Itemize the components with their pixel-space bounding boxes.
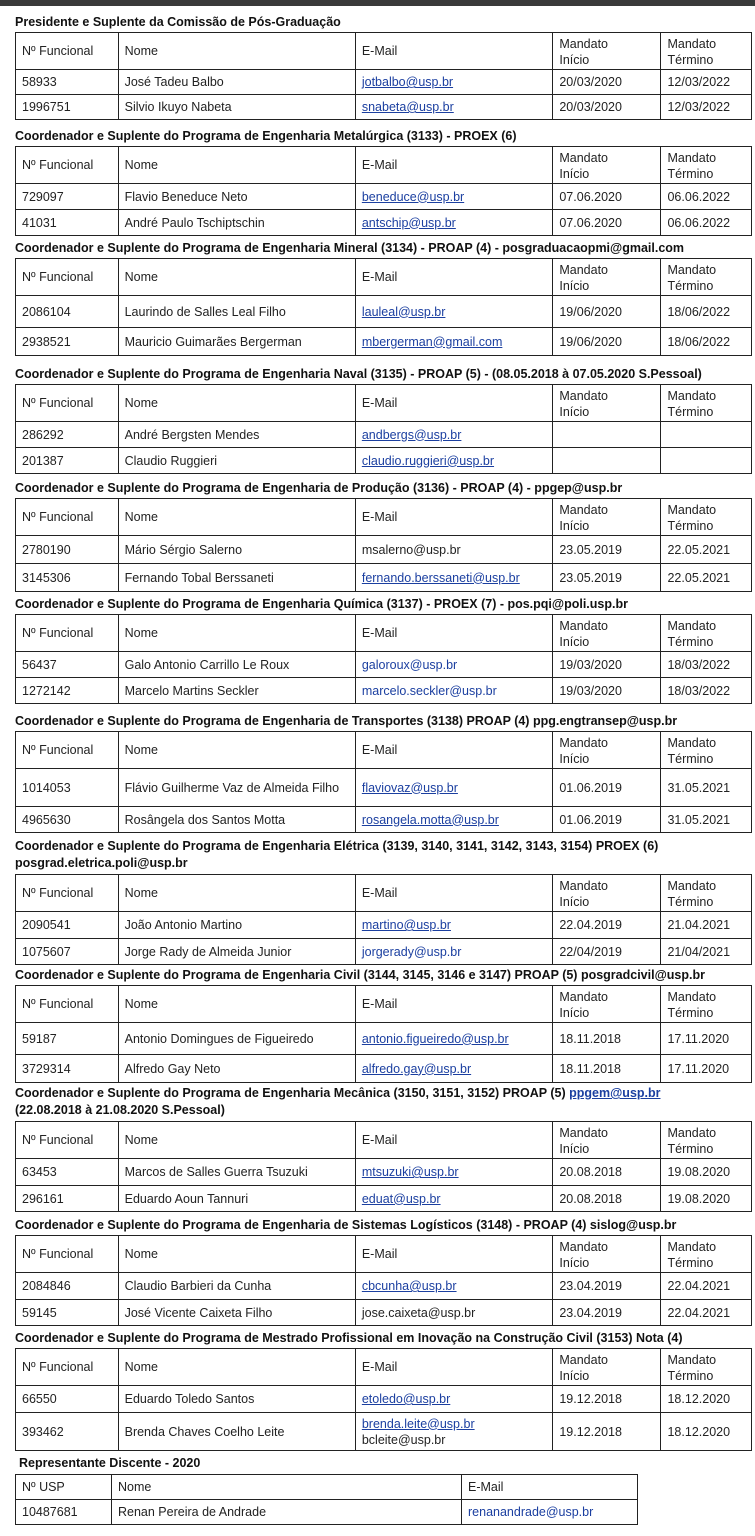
section-subtitle: (22.08.2018 à 21.08.2020 S.Pessoal) — [15, 1103, 225, 1117]
table-row — [16, 1500, 638, 1525]
top-border — [0, 0, 755, 6]
header-mandato-inicio: Mandato Início — [553, 259, 661, 296]
header-mandato-termino: Mandato Término — [661, 33, 752, 70]
table-row — [16, 769, 752, 807]
email-cell — [355, 210, 553, 236]
funcional-number: 56437 — [16, 652, 119, 678]
email-cell — [355, 1186, 553, 1212]
header-mandato-termino: Mandato Término — [661, 732, 752, 769]
mandate-start: 19/06/2020 — [553, 296, 661, 328]
representante-title: Representante Discente - 2020 — [19, 1456, 201, 1470]
email-cell — [355, 536, 553, 564]
members-table — [15, 614, 752, 704]
funcional-number: 729097 — [16, 184, 119, 210]
table-row — [16, 1300, 752, 1326]
header-funcional: Nº Funcional — [16, 986, 119, 1023]
section-title: Coordenador e Suplente do Programa de Engenharia Naval (3135) - PROAP (5) - (08.05.2018 à 07.05.2020 S.Pessoal) — [15, 367, 702, 381]
email-cell — [355, 1413, 553, 1451]
header-funcional: Nº Funcional — [16, 499, 119, 536]
mandate-start: 23.05.2019 — [553, 564, 661, 592]
member-name: Laurindo de Salles Leal Filho — [118, 296, 355, 328]
email-link[interactable]: alfredo.gay@usp.br — [361, 1061, 472, 1076]
email-link[interactable]: fernando.berssaneti@usp.br — [361, 570, 520, 585]
mandate-start: 07.06.2020 — [553, 184, 661, 210]
mandate-start: 22.04.2019 — [553, 912, 661, 939]
members-table — [15, 384, 752, 474]
table-row — [16, 448, 752, 474]
header-funcional: Nº Funcional — [16, 1349, 119, 1386]
header-mandato-termino: Mandato Término — [661, 385, 752, 422]
member-name: Mário Sérgio Salerno — [118, 536, 355, 564]
mandate-end: 12/03/2022 — [661, 70, 752, 95]
mandate-start: 19/06/2020 — [553, 328, 661, 356]
table-row — [16, 1159, 752, 1186]
table-row — [16, 939, 752, 965]
member-name: André Paulo Tschiptschin — [118, 210, 355, 236]
funcional-number: 59145 — [16, 1300, 119, 1326]
email-text: jose.caixeta@usp.br — [361, 1305, 476, 1320]
section-title: Presidente e Suplente da Comissão de Pós-Graduação — [15, 15, 341, 29]
header-funcional: Nº Funcional — [16, 732, 119, 769]
mandate-end: 22.04.2021 — [661, 1273, 752, 1300]
email-link[interactable]: martino@usp.br — [361, 918, 451, 932]
table-row — [16, 70, 752, 95]
section-title: Coordenador e Suplente do Programa de Engenharia de Transportes (3138) PROAP (4) ppg.engtransep@usp.br — [15, 714, 678, 728]
mandate-end: 18/03/2022 — [661, 652, 752, 678]
header-mandato-inicio: Mandato Início — [553, 732, 661, 769]
table-row — [16, 1413, 752, 1451]
mandate-start: 23.04.2019 — [553, 1273, 661, 1300]
table-row — [16, 536, 752, 564]
email-link[interactable]: galoroux@usp.br — [361, 657, 458, 672]
funcional-number: 286292 — [16, 422, 119, 448]
member-name: Marcos de Salles Guerra Tsuzuki — [118, 1159, 355, 1186]
header-nome: Nome — [118, 499, 355, 536]
email-link[interactable]: claudio.ruggieri@usp.br — [361, 453, 495, 468]
header-nusp: Nº USP — [16, 1475, 112, 1500]
mandate-end: 06.06.2022 — [661, 210, 752, 236]
mandate-end: 18.12.2020 — [661, 1386, 752, 1413]
table-row — [16, 422, 752, 448]
mandate-start: 19.12.2018 — [553, 1386, 661, 1413]
header-email: E-Mail — [355, 1349, 553, 1386]
email-cell — [355, 328, 553, 356]
mandate-end: 21.04.2021 — [661, 912, 752, 939]
header-nome: Nome — [118, 1236, 355, 1273]
funcional-number: 63453 — [16, 1159, 119, 1186]
mandate-end: 17.11.2020 — [661, 1055, 752, 1083]
header-funcional: Nº Funcional — [16, 875, 119, 912]
header-mandato-inicio: Mandato Início — [553, 875, 661, 912]
email-link[interactable]: mbergerman@gmail.com — [361, 334, 503, 349]
header-funcional: Nº Funcional — [16, 259, 119, 296]
member-name: Galo Antonio Carrillo Le Roux — [118, 652, 355, 678]
header-nome: Nome — [112, 1475, 462, 1500]
mandate-end: 22.04.2021 — [661, 1300, 752, 1326]
funcional-number: 393462 — [16, 1413, 119, 1451]
mandate-start: 19/03/2020 — [553, 652, 661, 678]
funcional-number: 296161 — [16, 1186, 119, 1212]
table-row — [16, 807, 752, 833]
email-link[interactable]: etoledo@usp.br — [361, 1392, 451, 1406]
members-table — [15, 985, 752, 1083]
header-mandato-termino: Mandato Término — [661, 875, 752, 912]
mandate-start: 18.11.2018 — [553, 1023, 661, 1055]
funcional-number: 2780190 — [16, 536, 119, 564]
table-row — [16, 1386, 752, 1413]
header-nome: Nome — [118, 875, 355, 912]
members-table — [15, 498, 752, 592]
header-mandato-inicio: Mandato Início — [553, 615, 661, 652]
funcional-number: 1272142 — [16, 678, 119, 704]
members-table — [15, 1235, 752, 1326]
header-email: E-Mail — [355, 147, 553, 184]
header-email: E-Mail — [355, 615, 553, 652]
section-title-email: posgrad.eletrica.poli@usp.br — [15, 856, 188, 870]
email-link[interactable]: jorgerady@usp.br — [361, 944, 462, 959]
funcional-number: 201387 — [16, 448, 119, 474]
mandate-start — [553, 448, 661, 474]
member-name: Claudio Barbieri da Cunha — [118, 1273, 355, 1300]
email-cell — [355, 95, 553, 120]
member-name: Eduardo Aoun Tannuri — [118, 1186, 355, 1212]
email-link[interactable]: cbcunha@usp.br — [361, 1279, 457, 1293]
header-nome: Nome — [118, 986, 355, 1023]
mandate-end: 21/04/2021 — [661, 939, 752, 965]
header-mandato-termino: Mandato Término — [661, 259, 752, 296]
header-mandato-inicio: Mandato Início — [553, 986, 661, 1023]
mandate-start: 19.12.2018 — [553, 1413, 661, 1451]
header-funcional: Nº Funcional — [16, 615, 119, 652]
section-title-link[interactable]: ppgem@usp.br — [569, 1086, 661, 1100]
table-row — [16, 95, 752, 120]
header-nome: Nome — [118, 732, 355, 769]
member-name: Renan Pereira de Andrade — [112, 1500, 462, 1525]
email-cell — [355, 769, 553, 807]
funcional-number: 4965630 — [16, 807, 119, 833]
mandate-start: 19/03/2020 — [553, 678, 661, 704]
table-row — [16, 184, 752, 210]
members-table — [15, 1121, 752, 1212]
mandate-end: 31.05.2021 — [661, 807, 752, 833]
header-mandato-inicio: Mandato Início — [553, 33, 661, 70]
email-link[interactable]: andbergs@usp.br — [361, 427, 462, 442]
mandate-start: 20.08.2018 — [553, 1186, 661, 1212]
member-name: Marcelo Martins Seckler — [118, 678, 355, 704]
email-link[interactable]: lauleal@usp.br — [361, 304, 446, 319]
mandate-start: 20.08.2018 — [553, 1159, 661, 1186]
header-email: E-Mail — [462, 1475, 638, 1500]
section-title: Coordenador e Suplente do Programa de Mestrado Profissional em Inovação na Construção Civil (3153) Nota (4) — [15, 1331, 683, 1345]
header-mandato-termino: Mandato Término — [661, 1349, 752, 1386]
email-link[interactable]: antonio.figueiredo@usp.br — [361, 1031, 509, 1046]
member-name: Claudio Ruggieri — [118, 448, 355, 474]
mandate-end: 18/06/2022 — [661, 328, 752, 356]
funcional-number: 41031 — [16, 210, 119, 236]
header-email: E-Mail — [355, 259, 553, 296]
email-link[interactable]: renanandrade@usp.br — [468, 1505, 594, 1519]
header-nome: Nome — [118, 1349, 355, 1386]
header-funcional: Nº Funcional — [16, 385, 119, 422]
email-link[interactable]: brenda.leite@usp.br — [361, 1416, 475, 1431]
member-name: Fernando Tobal Berssaneti — [118, 564, 355, 592]
members-table — [15, 874, 752, 965]
funcional-number: 1996751 — [16, 95, 119, 120]
representante-table — [15, 1474, 638, 1525]
member-name: Jorge Rady de Almeida Junior — [118, 939, 355, 965]
mandate-end: 17.11.2020 — [661, 1023, 752, 1055]
email-cell — [355, 422, 553, 448]
mandate-start: 18.11.2018 — [553, 1055, 661, 1083]
members-table — [15, 1348, 752, 1451]
header-email: E-Mail — [355, 385, 553, 422]
mandate-start: 01.06.2019 — [553, 769, 661, 807]
mandate-end: 19.08.2020 — [661, 1159, 752, 1186]
header-mandato-inicio: Mandato Início — [553, 147, 661, 184]
header-nome: Nome — [118, 259, 355, 296]
header-mandato-inicio: Mandato Início — [553, 1122, 661, 1159]
table-row — [16, 678, 752, 704]
header-mandato-termino: Mandato Término — [661, 1236, 752, 1273]
member-name: Rosângela dos Santos Motta — [118, 807, 355, 833]
funcional-number: 1014053 — [16, 769, 119, 807]
email-cell — [355, 807, 553, 833]
header-mandato-termino: Mandato Término — [661, 615, 752, 652]
funcional-number: 59187 — [16, 1023, 119, 1055]
member-name: Eduardo Toledo Santos — [118, 1386, 355, 1413]
member-name: Flávio Guilherme Vaz de Almeida Filho — [118, 769, 355, 807]
header-mandato-termino: Mandato Término — [661, 499, 752, 536]
member-name: Flavio Beneduce Neto — [118, 184, 355, 210]
mandate-start: 23.04.2019 — [553, 1300, 661, 1326]
section-title: Coordenador e Suplente do Programa de Engenharia Mecânica (3150, 3151, 3152) PROAP (5) ppgem@usp.br — [15, 1086, 661, 1100]
email-link[interactable]: antschip@usp.br — [361, 215, 456, 230]
email-cell — [355, 1159, 553, 1186]
table-row — [16, 652, 752, 678]
mandate-end — [661, 422, 752, 448]
funcional-number: 58933 — [16, 70, 119, 95]
email-cell — [355, 1300, 553, 1326]
email-cell — [355, 184, 553, 210]
email-cell — [355, 70, 553, 95]
table-row — [16, 564, 752, 592]
table-row — [16, 912, 752, 939]
member-name: Brenda Chaves Coelho Leite — [118, 1413, 355, 1451]
email-cell — [355, 1273, 553, 1300]
funcional-number: 2084846 — [16, 1273, 119, 1300]
section-title: Coordenador e Suplente do Programa de Engenharia Elétrica (3139, 3140, 3141, 3142, 3143, 3154) PROEX (6) — [15, 839, 659, 853]
member-name: Alfredo Gay Neto — [118, 1055, 355, 1083]
table-row — [16, 1186, 752, 1212]
email-cell — [355, 678, 553, 704]
mandate-start: 23.05.2019 — [553, 536, 661, 564]
header-email: E-Mail — [355, 875, 553, 912]
email-link[interactable]: jotbalbo@usp.br — [361, 75, 454, 89]
table-row — [16, 296, 752, 328]
email-link[interactable]: snabeta@usp.br — [361, 100, 454, 114]
table-row — [16, 1023, 752, 1055]
header-mandato-inicio: Mandato Início — [553, 1349, 661, 1386]
header-nome: Nome — [118, 33, 355, 70]
mandate-end: 12/03/2022 — [661, 95, 752, 120]
header-email: E-Mail — [355, 986, 553, 1023]
mandate-end: 22.05.2021 — [661, 536, 752, 564]
header-funcional: Nº Funcional — [16, 1236, 119, 1273]
members-table — [15, 146, 752, 236]
member-name: André Bergsten Mendes — [118, 422, 355, 448]
mandate-end: 18/03/2022 — [661, 678, 752, 704]
email-link[interactable]: marcelo.seckler@usp.br — [361, 683, 497, 698]
section-title: Coordenador e Suplente do Programa de Engenharia de Sistemas Logísticos (3148) - PROAP (4) sislog@usp.br — [15, 1218, 677, 1232]
header-mandato-inicio: Mandato Início — [553, 385, 661, 422]
funcional-number: 2086104 — [16, 296, 119, 328]
email-cell — [355, 296, 553, 328]
mandate-end: 06.06.2022 — [661, 184, 752, 210]
header-nome: Nome — [118, 615, 355, 652]
members-table — [15, 258, 752, 356]
funcional-number: 2938521 — [16, 328, 119, 356]
section-title: Coordenador e Suplente do Programa de Engenharia de Produção (3136) - PROAP (4) - ppgep@usp.br — [15, 481, 623, 495]
email-link[interactable]: flaviovaz@usp.br — [361, 780, 458, 795]
funcional-number: 3729314 — [16, 1055, 119, 1083]
header-nome: Nome — [118, 385, 355, 422]
table-row — [16, 328, 752, 356]
mandate-end: 18.12.2020 — [661, 1413, 752, 1451]
email-cell — [355, 1055, 553, 1083]
header-mandato-termino: Mandato Término — [661, 986, 752, 1023]
email-cell — [462, 1500, 638, 1525]
funcional-number: 1075607 — [16, 939, 119, 965]
header-mandato-inicio: Mandato Início — [553, 499, 661, 536]
email-cell — [355, 1386, 553, 1413]
table-row — [16, 1055, 752, 1083]
email-cell — [355, 652, 553, 678]
mandate-start: 22/04/2019 — [553, 939, 661, 965]
email-cell — [355, 1023, 553, 1055]
mandate-end: 31.05.2021 — [661, 769, 752, 807]
header-mandato-inicio: Mandato Início — [553, 1236, 661, 1273]
mandate-start: 07.06.2020 — [553, 210, 661, 236]
usp-number: 10487681 — [16, 1500, 112, 1525]
table-row — [16, 1273, 752, 1300]
funcional-number: 66550 — [16, 1386, 119, 1413]
representante-header-row — [16, 1475, 638, 1500]
member-name: Antonio Domingues de Figueiredo — [118, 1023, 355, 1055]
mandate-end: 19.08.2020 — [661, 1186, 752, 1212]
header-email: E-Mail — [355, 1122, 553, 1159]
funcional-number: 2090541 — [16, 912, 119, 939]
email-text: msalerno@usp.br — [361, 542, 461, 557]
members-table — [15, 32, 752, 120]
header-nome: Nome — [118, 147, 355, 184]
member-name: Silvio Ikuyo Nabeta — [118, 95, 355, 120]
header-mandato-termino: Mandato Término — [661, 147, 752, 184]
mandate-end: 18/06/2022 — [661, 296, 752, 328]
email-text-secondary: bcleite@usp.br — [361, 1432, 446, 1447]
email-cell — [355, 912, 553, 939]
mandate-start: 20/03/2020 — [553, 95, 661, 120]
member-name: João Antonio Martino — [118, 912, 355, 939]
email-link[interactable]: beneduce@usp.br — [361, 189, 465, 204]
section-title: Coordenador e Suplente do Programa de Engenharia Química (3137) - PROEX (7) - pos.pqi@poli.usp.br — [15, 597, 628, 611]
header-email: E-Mail — [355, 732, 553, 769]
member-name: Mauricio Guimarães Bergerman — [118, 328, 355, 356]
member-name: José Tadeu Balbo — [118, 70, 355, 95]
email-link[interactable]: eduat@usp.br — [361, 1191, 441, 1206]
header-funcional: Nº Funcional — [16, 33, 119, 70]
members-table — [15, 731, 752, 833]
header-email: E-Mail — [355, 33, 553, 70]
header-mandato-termino: Mandato Término — [661, 1122, 752, 1159]
section-title: Coordenador e Suplente do Programa de Engenharia Metalúrgica (3133) - PROEX (6) — [15, 129, 517, 143]
section-title: Coordenador e Suplente do Programa de Engenharia Civil (3144, 3145, 3146 e 3147) PROAP (5) posgradcivil@usp.br — [15, 968, 705, 982]
member-name: José Vicente Caixeta Filho — [118, 1300, 355, 1326]
email-cell — [355, 448, 553, 474]
table-row — [16, 210, 752, 236]
header-funcional: Nº Funcional — [16, 1122, 119, 1159]
header-funcional: Nº Funcional — [16, 147, 119, 184]
mandate-start: 01.06.2019 — [553, 807, 661, 833]
section-title: Coordenador e Suplente do Programa de Engenharia Mineral (3134) - PROAP (4) - posgraduacaopmi@gmail.com — [15, 241, 685, 255]
mandate-start — [553, 422, 661, 448]
header-nome: Nome — [118, 1122, 355, 1159]
mandate-start: 20/03/2020 — [553, 70, 661, 95]
email-cell — [355, 564, 553, 592]
email-cell — [355, 939, 553, 965]
email-link[interactable]: rosangela.motta@usp.br — [361, 812, 499, 827]
email-link[interactable]: mtsuzuki@usp.br — [361, 1165, 459, 1179]
funcional-number: 3145306 — [16, 564, 119, 592]
header-email: E-Mail — [355, 499, 553, 536]
mandate-end — [661, 448, 752, 474]
header-email: E-Mail — [355, 1236, 553, 1273]
mandate-end: 22.05.2021 — [661, 564, 752, 592]
